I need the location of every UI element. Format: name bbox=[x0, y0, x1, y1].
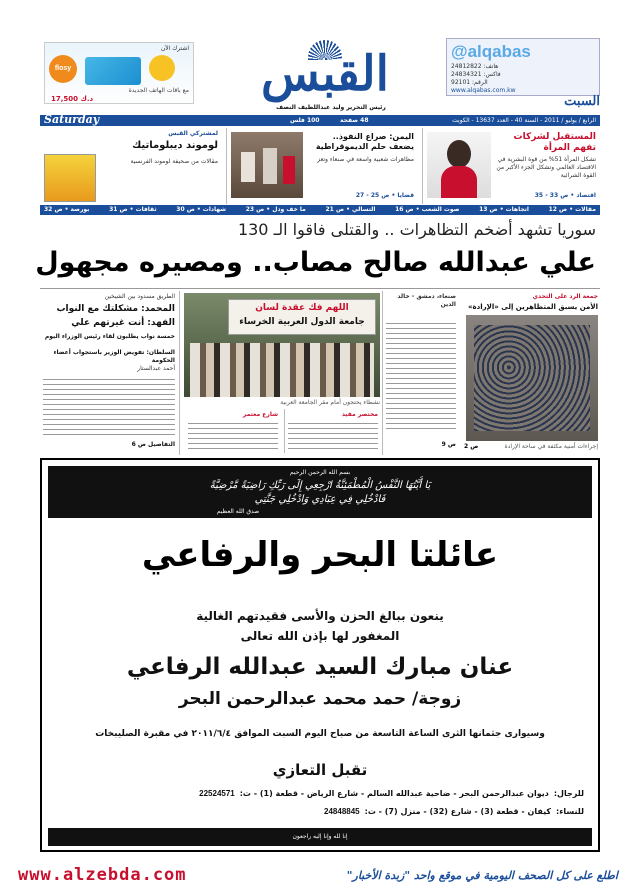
obituary-footer bbox=[48, 828, 592, 846]
teaser-lemonde-ref: لمشتركي القبس bbox=[168, 130, 218, 137]
stories-row bbox=[40, 288, 600, 454]
verse-1: يَا أَيَّتُهَا النَّفْسُ الْمُطْمَئِنَّةُ ارْجِعِي إِلَى رَبِّكِ رَاضِيَةً مَّرْضِيَّةً bbox=[209, 480, 431, 491]
headline-main[interactable]: علي عبدالله صالح مصاب.. ومصيره مجهول bbox=[35, 247, 596, 278]
left-ad[interactable] bbox=[44, 42, 194, 104]
story-middle[interactable] bbox=[184, 291, 380, 455]
story-left[interactable] bbox=[40, 291, 180, 455]
section-link-8[interactable]: بورصة • ص 32 bbox=[44, 206, 90, 213]
teaser-economy-title: المستقبل لشركات تفهم المرأة bbox=[513, 132, 596, 153]
teasers-row bbox=[40, 128, 600, 204]
condolence-title: تقبل التعازي bbox=[272, 761, 368, 779]
date-bar bbox=[40, 115, 600, 126]
story-middle-caption: نشطاء يحتجون أمام مقر الجامعة العربية bbox=[280, 399, 380, 406]
woman-photo bbox=[427, 132, 491, 198]
box-mokhtasar-title: مختصر مفيد bbox=[341, 411, 378, 418]
sim-card-image bbox=[85, 57, 141, 85]
story-midright[interactable] bbox=[382, 291, 458, 455]
box-mokhtasar[interactable] bbox=[284, 409, 380, 453]
box-shari[interactable] bbox=[184, 409, 280, 453]
men-phone[interactable]: 22524571 bbox=[199, 789, 235, 798]
story-midright-body bbox=[386, 321, 456, 433]
section-link-6[interactable]: شهادات • ص 30 bbox=[176, 206, 227, 213]
teaser-lemonde-body: مقالات من صحيفة لوموند الفرنسية bbox=[130, 158, 218, 165]
lemonde-cover-image bbox=[44, 154, 96, 202]
verse-2: فَادْخُلِي فِي عِبَادِي وَادْخُلِي جَنَّتِي bbox=[254, 494, 386, 505]
alzebda-slogan[interactable]: اطلع على كل الصحف اليومية في موقع واحد "زبدة الأخبار" bbox=[346, 869, 618, 882]
teaser-yemen[interactable] bbox=[226, 128, 418, 204]
left-ad-badge: flosy bbox=[49, 55, 77, 83]
story-left-title-2: الفهد: أنت غيرتهم علي bbox=[71, 318, 175, 328]
left-ad-price: 17,500 د.ك bbox=[51, 95, 94, 103]
editor-line: رئيس التحرير وليد عبداللطيف النصف bbox=[276, 104, 386, 111]
crowd-photo bbox=[466, 315, 598, 441]
masthead bbox=[40, 38, 600, 114]
social-box[interactable] bbox=[446, 38, 600, 96]
story-right-header: جمعة الرد على التحدي bbox=[532, 293, 598, 300]
yemen-protest-photo bbox=[231, 132, 303, 198]
story-right-title: الأمن يسبق المتظاهرين إلى «الإرادة» bbox=[468, 303, 598, 311]
story-midright-ref[interactable]: ص 9 bbox=[441, 441, 456, 448]
banner-text-1: اللهم فك عقدة لسان bbox=[255, 303, 349, 313]
contact-line-4[interactable]: www.alqabas.com.kw bbox=[451, 87, 516, 94]
story-midright-header: صنعاء، دمشق - خالد الدين bbox=[397, 293, 456, 308]
left-ad-line1: اشترك الآن bbox=[160, 45, 189, 52]
teaser-yemen-ref: قضايا • ص 25 - 27 bbox=[355, 192, 414, 199]
contact-line-1: هاتف: 24812822 bbox=[451, 63, 499, 70]
story-left-body bbox=[43, 377, 175, 435]
date-line: الرابع / يوليو / 2011 - السنة 40 - العدد 13637 - الكويت bbox=[452, 117, 596, 124]
story-left-ref[interactable]: التفاصيل ص 6 bbox=[131, 441, 175, 448]
left-ad-line2: مع باقات الهاتف الجديدة bbox=[128, 87, 189, 94]
teaser-lemonde[interactable] bbox=[40, 128, 222, 204]
day-english: Saturday bbox=[44, 113, 100, 126]
footer-verse: إنا لله وإنا إليه راجعون bbox=[292, 833, 348, 840]
sun-icon bbox=[149, 55, 175, 81]
section-link-4[interactable]: التسالي • ص 21 bbox=[325, 206, 376, 213]
section-link-3[interactable]: صوت الشعب • ص 16 bbox=[395, 206, 460, 213]
protest-photo bbox=[184, 293, 380, 397]
teaser-yemen-body: مظاهرات شعبية واسعة في صنعاء وتعز bbox=[317, 156, 414, 163]
obituary-header bbox=[48, 466, 592, 518]
story-left-kicker: الطريق مسدود بين الشيخين bbox=[104, 293, 175, 300]
burial-line: وسيوارى جثمانها الثرى الساعة التاسعة من صباح اليوم السبت الموافق ٢٠١١/٦/٤ في مقبرة الصليبخات bbox=[95, 729, 545, 739]
day-arabic: السبت bbox=[564, 94, 600, 109]
story-left-bullet-1: خمسة نواب يطلبون لقاء رئيس الوزراء اليوم bbox=[44, 333, 175, 340]
obituary-ad bbox=[40, 458, 600, 852]
section-link-2[interactable]: اتجاهات • ص 13 bbox=[479, 206, 529, 213]
women-address: كيفان - قطعة (3) - شارع (32) - منزل (7) - ت: bbox=[364, 807, 552, 816]
women-label: للنساء: bbox=[556, 807, 584, 816]
pages-label: 48 صفحة bbox=[340, 117, 369, 124]
families: عائلتا البحر والرفاعي bbox=[141, 535, 499, 575]
teaser-yemen-title: اليمن: صراع النفوذ.. يضعف حلم الديموقراطية bbox=[315, 132, 414, 151]
headline-kicker[interactable]: سوريا تشهد أضخم التظاهرات .. والقتلى فاقوا الـ 130 bbox=[237, 220, 596, 239]
story-left-bullet-2: السلطان: تفويض الوزير باستجواب أعضاء الحكومة bbox=[53, 349, 175, 364]
story-right[interactable] bbox=[462, 291, 600, 455]
verse-ref: صدق الله العظيم bbox=[216, 508, 260, 515]
teaser-economy[interactable] bbox=[422, 128, 600, 204]
deceased-name: عنان مبارك السيد عبدالله الرفاعي bbox=[126, 654, 514, 680]
men-label: للرجال: bbox=[553, 789, 584, 798]
bottom-bar bbox=[0, 860, 632, 894]
teaser-economy-body: تشكل المرأة 51% من قوة البشرية في الاقتصاد العالمي وتشكل الجزء الأكبر من القوة الشرائية bbox=[496, 156, 596, 179]
story-right-ref[interactable]: ص 2 bbox=[464, 443, 479, 450]
story-left-byline: أحمد عبدالستار bbox=[137, 365, 175, 372]
teaser-economy-ref: اقتصاد • ص 33 - 35 bbox=[534, 192, 596, 199]
basmala: بسم الله الرحمن الرحيم bbox=[289, 469, 351, 476]
contact-line-3: الرقم: 92101 bbox=[451, 79, 488, 86]
section-bar bbox=[40, 205, 600, 215]
men-address: ديوان عبدالرحمن البحر - ضاحية عبدالله السالم - شارع الرياض - قطعة (1) - ت: bbox=[239, 789, 549, 798]
banner-text-2: جامعة الدول العربية الخرساء bbox=[239, 317, 365, 327]
story-left-title-1: المحمد: مشكلتك مع النواب bbox=[56, 304, 175, 314]
announce: ينعون ببالغ الحزن والأسى فقيدتهم الغالية bbox=[196, 609, 444, 623]
late-line: المغفور لها بإذن الله تعالى bbox=[240, 629, 400, 643]
contact-line-2: فاكس: 24834321 bbox=[451, 71, 501, 78]
women-phone[interactable]: 24848845 bbox=[324, 807, 360, 816]
spouse-line: زوجة/ حمد محمد عبدالرحمن البحر bbox=[178, 689, 462, 709]
alzebda-url[interactable]: www.alzebda.com bbox=[18, 865, 187, 885]
section-link-1[interactable]: مقالات • ص 12 bbox=[548, 206, 596, 213]
men-row bbox=[54, 788, 584, 800]
teaser-lemonde-title: لوموند ديبلوماتيك bbox=[132, 140, 218, 151]
story-right-caption: إجراءات أمنية مكثفة في ساحة الإرادة bbox=[504, 443, 598, 450]
logo[interactable]: القبس bbox=[261, 46, 389, 102]
women-row bbox=[54, 806, 584, 818]
box-mokhtasar-body bbox=[288, 421, 378, 449]
price-label: 100 فلس bbox=[290, 117, 320, 124]
twitter-handle[interactable]: @alqabas bbox=[451, 42, 531, 61]
section-link-5[interactable]: ما خف ودل • ص 23 bbox=[245, 206, 306, 213]
box-shari-title: شارع معتمر bbox=[242, 411, 278, 418]
box-shari-body bbox=[188, 421, 278, 449]
section-link-7[interactable]: ثقافات • ص 31 bbox=[109, 206, 157, 213]
